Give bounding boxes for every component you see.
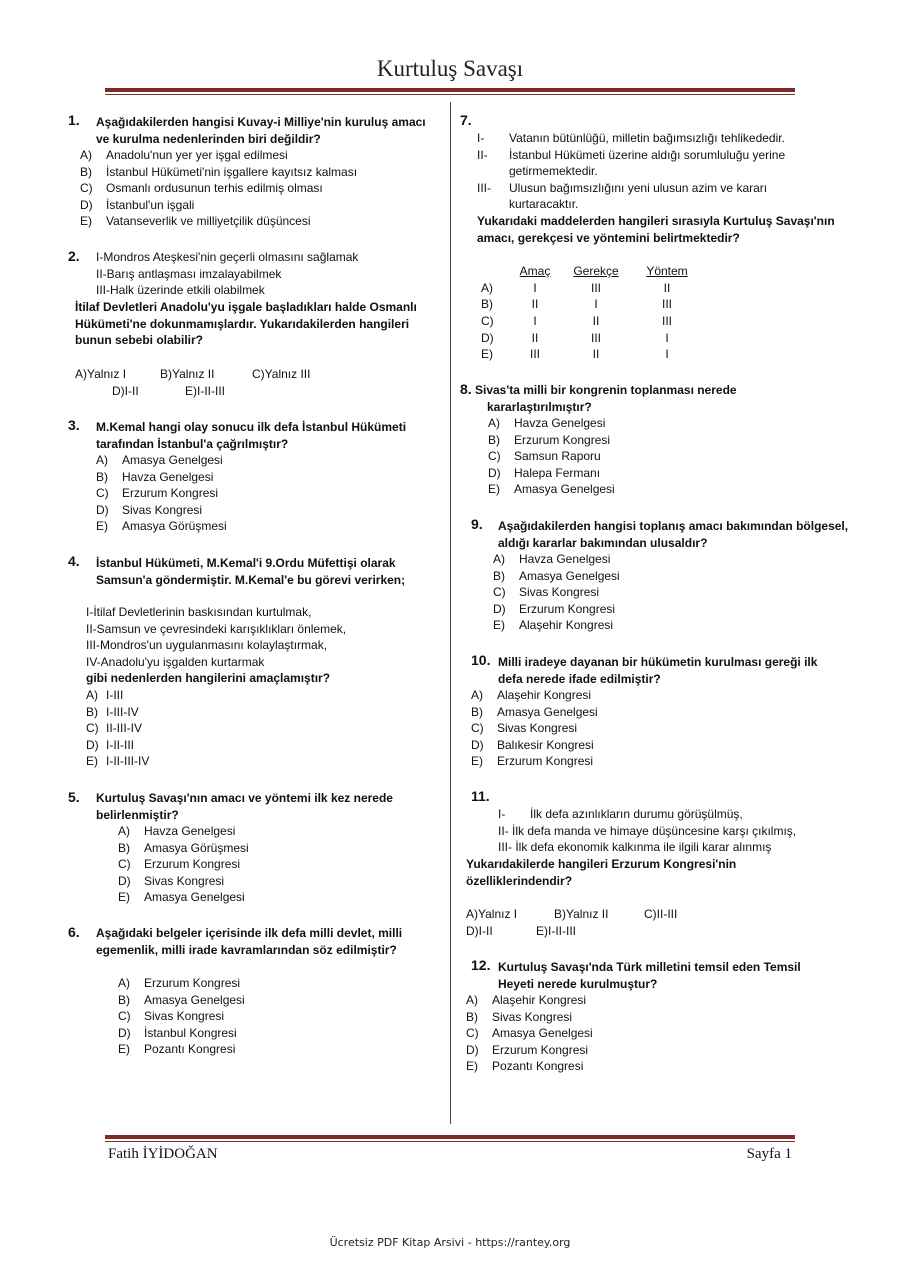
option[interactable]: D) Balıkesir Kongresi	[471, 737, 594, 752]
option[interactable]: E)I-II-III	[185, 383, 225, 398]
option[interactable]: E) Erzurum Kongresi	[471, 754, 594, 769]
option[interactable]: D) Sivas Kongresi	[96, 502, 203, 517]
question-number: 7.	[460, 112, 472, 128]
question-8-options	[488, 415, 615, 498]
option[interactable]: B) Amasya Genelgesi	[471, 704, 598, 719]
option[interactable]: B) I-III-IV	[86, 704, 139, 719]
option[interactable]: D) Halepa Fermanı	[488, 465, 601, 480]
question-11-statements: I- İlk defa azınlıkların durumu görüşülmüş, II- İlk defa manda ve himaye düşüncesine karşı çıkılmış, III- İlk defa ekonomik kalkınma ile ilgili karar alınmış	[498, 807, 797, 855]
question-1-options	[80, 147, 357, 230]
option[interactable]: C) Samsun Raporu	[488, 449, 601, 464]
option[interactable]: C) Sivas Kongresi	[118, 1009, 225, 1024]
option[interactable]: E) Pozantı Kongresi	[118, 1042, 236, 1057]
question-2-statements: I-Mondros Ateşkesi'nin geçerli olmasını sağlamak II-Barış antlaşması imzalayabilmek III-Halk üzerinde etkili olabilmek	[96, 250, 359, 298]
question-7-statements: I- Vatanın bütünlüğü, milletin bağımsızlığı tehlikededir. II- İstanbul Hükümeti üzerine aldığı sorumluluğu yerine getirmemektedir. III- Ulusun bağımsızlığını yeni ulusun azim ve kararı kurtaracaktır.	[477, 131, 786, 212]
option[interactable]: D)I-II	[466, 923, 493, 938]
question-number: 2.	[68, 248, 80, 264]
option[interactable]: D) Sivas Kongresi	[118, 873, 225, 888]
question-4: İstanbul Hükümeti, M.Kemal'i 9.Ordu Müfettişi olarak Samsun'a göndermiştir. M.Kemal'e bu görevi verirken;	[96, 556, 406, 587]
option[interactable]: D) Erzurum Kongresi	[493, 601, 616, 616]
question-5: Kurtuluş Savaşı'nın amacı ve yöntemi ilk kez nerede belirlenmiştir?	[96, 791, 393, 822]
table-header: Amaç Gerekçe Yöntem	[519, 264, 688, 279]
option[interactable]: C) Osmanlı ordusunun terhis edilmiş olması	[80, 181, 323, 196]
question-number: 5.	[68, 789, 80, 805]
question-number: 4.	[68, 553, 80, 569]
option[interactable]: A) Alaşehir Kongresi	[471, 688, 592, 702]
option[interactable]: D) İstanbul Kongresi	[118, 1025, 237, 1040]
option[interactable]: B) Havza Genelgesi	[96, 469, 214, 484]
option[interactable]: B) Amasya Genelgesi	[493, 568, 620, 583]
source-link[interactable]: Ücretsiz PDF Kitap Arsivi - https://rantey.org	[329, 1236, 571, 1249]
question-2: İtilaf Devletleri Anadolu'yu işgale başladıkları halde Osmanlı Hükümeti'ne dokunmamışlardır. Yukarıdakilerden hangileri bunun sebebi olabilir?	[75, 300, 417, 348]
question-number: 6.	[68, 924, 80, 940]
question-5-options	[118, 823, 249, 906]
question-9: Aşağıdakilerden hangisi toplanış amacı bakımından bölgesel, aldığı kararlar bakımından ulusaldır?	[498, 519, 849, 550]
question-8: Sivas'ta milli bir kongrenin toplanması nerede kararlaştırılmıştır?	[475, 383, 737, 414]
question-9-options	[493, 551, 620, 634]
option[interactable]: A) Erzurum Kongresi	[118, 976, 241, 990]
question-11: Yukarıdakilerde hangileri Erzurum Kongresi'nin özelliklerindendir?	[466, 857, 737, 888]
option[interactable]: D)I-II	[112, 383, 139, 398]
page-number: Sayfa 1	[746, 1146, 792, 1162]
option[interactable]: D) Erzurum Kongresi	[466, 1042, 589, 1057]
table-row[interactable]: D) II III I	[481, 330, 669, 345]
option[interactable]: E) Amasya Genelgesi	[118, 890, 245, 905]
option[interactable]: E) I-II-III-IV	[86, 754, 150, 769]
question-number: 3.	[68, 417, 80, 433]
column-divider	[450, 102, 451, 1124]
option[interactable]: B)Yalnız II	[160, 367, 215, 381]
table-row[interactable]: B) II I III	[481, 297, 672, 312]
option[interactable]: C) Amasya Genelgesi	[466, 1026, 593, 1041]
option[interactable]: E) Amasya Genelgesi	[488, 482, 615, 497]
option[interactable]: E) Pozantı Kongresi	[466, 1059, 584, 1074]
option[interactable]: B) Amasya Genelgesi	[118, 992, 245, 1007]
option[interactable]: E) Vatanseverlik ve milliyetçilik düşüncesi	[80, 214, 311, 229]
question-2-options	[75, 366, 310, 399]
footer-rule	[105, 1135, 795, 1142]
question-number: 1.	[68, 112, 80, 128]
question-11-options	[466, 906, 677, 939]
option[interactable]: B) Sivas Kongresi	[466, 1009, 573, 1024]
option[interactable]: C)Yalnız III	[252, 367, 311, 381]
option[interactable]: B) Amasya Görüşmesi	[118, 840, 249, 855]
question-number: 11.	[471, 788, 490, 804]
option[interactable]: D) İstanbul'un işgali	[80, 197, 195, 212]
question-7: Yukarıdaki maddelerden hangileri sırasıyla Kurtuluş Savaşı'nın amacı, gerekçesi ve yöntemini belirtmektedir?	[477, 214, 835, 245]
question-4-options	[86, 687, 149, 770]
option[interactable]: E) Alaşehir Kongresi	[493, 618, 614, 633]
author-name: Fatih İYİDOĞAN	[108, 1146, 218, 1162]
table-row[interactable]: E) III II I	[481, 347, 669, 362]
option[interactable]: A) Havza Genelgesi	[118, 824, 236, 838]
option[interactable]: C)II-III	[644, 907, 678, 921]
option[interactable]: A) Havza Genelgesi	[488, 416, 606, 430]
option[interactable]: A)Yalnız I	[75, 367, 127, 381]
table-row[interactable]: A) I III II	[481, 280, 671, 295]
option[interactable]: B) Erzurum Kongresi	[488, 432, 611, 447]
header-rule	[105, 88, 795, 95]
option[interactable]: C) II-III-IV	[86, 721, 142, 736]
option[interactable]: E)I-II-III	[536, 923, 576, 938]
option[interactable]: C) Sivas Kongresi	[471, 721, 578, 736]
option[interactable]: A)Yalnız I	[466, 907, 518, 921]
option[interactable]: A) Anadolu'nun yer yer işgal edilmesi	[80, 148, 288, 162]
option[interactable]: B)Yalnız II	[554, 907, 609, 921]
question-10-options	[471, 687, 598, 770]
option[interactable]: C) Erzurum Kongresi	[118, 857, 241, 872]
question-1: Aşağıdakilerden hangisi Kuvay-i Milliye'nin kuruluş amacı ve kurulma nedenlerinden biri değildir?	[96, 115, 426, 146]
option[interactable]: A) I-III	[86, 688, 124, 702]
question-4-statements: I-İtilaf Devletlerinin baskısından kurtulmak, II-Samsun ve çevresindeki karışıklıkları önlemek, III-Mondros'un uygulanmasını kolaylaştırmak, IV-Anadolu'yu işgalden kurtarmak gibi nedenlerden hangilerini amaçlamıştır?	[86, 605, 347, 686]
question-number: 9.	[471, 516, 483, 532]
page-title: Kurtuluş Savaşı	[376, 56, 524, 81]
question-12: Kurtuluş Savaşı'nda Türk milletini temsil eden Temsil Heyeti nerede kurulmuştur?	[498, 960, 801, 991]
question-number: 12.	[471, 957, 491, 973]
option[interactable]: B) İstanbul Hükümeti'nin işgallere kayıtsız kalması	[80, 164, 358, 179]
option[interactable]: D) I-II-III	[86, 737, 134, 752]
option[interactable]: A) Amasya Genelgesi	[96, 453, 223, 467]
option[interactable]: C) Erzurum Kongresi	[96, 486, 219, 501]
question-3: M.Kemal hangi olay sonucu ilk defa İstanbul Hükümeti tarafından İstanbul'a çağrılmıştır?	[96, 420, 407, 451]
question-7-answer-table	[481, 263, 703, 363]
question-number: 8.	[460, 381, 472, 397]
option[interactable]: C) Sivas Kongresi	[493, 585, 600, 600]
question-10: Milli iradeye dayanan bir hükümetin kurulması gereği ilk defa nerede ifade edilmiştir?	[498, 655, 818, 686]
option[interactable]: A) Havza Genelgesi	[493, 552, 611, 566]
question-3-options	[96, 452, 227, 535]
table-row[interactable]: C) I II III	[481, 314, 672, 329]
question-number: 10.	[471, 652, 491, 668]
question-6: Aşağıdaki belgeler içerisinde ilk defa milli devlet, milli egemenlik, milli irade kavramlarından söz edilmiştir?	[96, 926, 403, 957]
option[interactable]: A) Alaşehir Kongresi	[466, 993, 587, 1007]
question-6-options	[118, 975, 245, 1058]
option[interactable]: E) Amasya Görüşmesi	[96, 519, 227, 534]
question-12-options	[466, 992, 593, 1075]
